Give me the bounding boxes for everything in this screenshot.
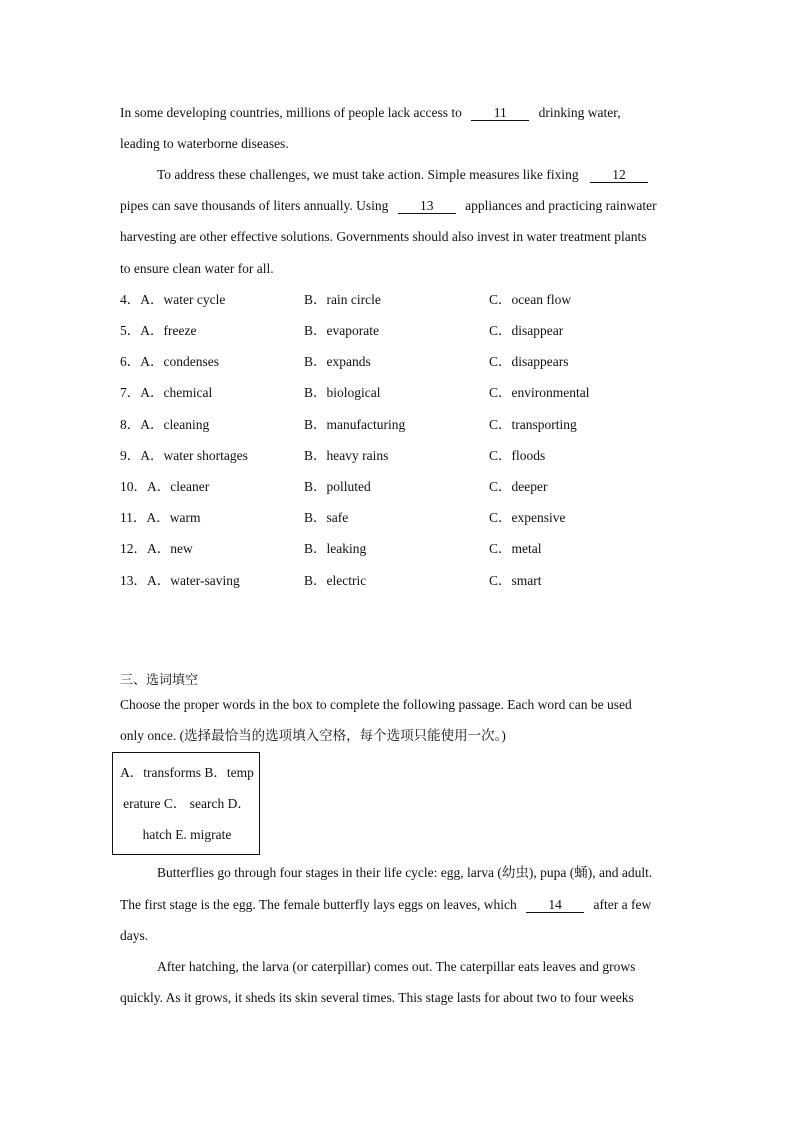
option-a[interactable]: 4．A．water cycle [120,292,226,307]
word-box-line: hatch E. migrate [142,827,232,842]
blank-11[interactable]: 11 [471,105,529,121]
text: after a few [593,897,652,912]
option-b[interactable]: B．evaporate [304,323,379,338]
instruction-line: Choose the proper words in the box to complete the following passage. Each word can be used [120,697,632,712]
blank-14[interactable]: 14 [526,897,584,913]
option-c[interactable]: C．metal [489,541,542,556]
option-b[interactable]: B．manufacturing [304,417,406,432]
blank-13[interactable]: 13 [398,198,456,214]
option-a[interactable]: 9．A．water shortages [120,448,248,463]
question-row [120,291,680,309]
option-b[interactable]: B．rain circle [304,292,381,307]
word-box [112,752,260,855]
question-row [120,353,680,371]
passage-line [120,104,621,122]
text: pipes can save thousands of liters annually. Using [120,198,389,213]
passage-line [157,166,648,184]
text: In some developing countries, millions of people lack access to [120,105,462,120]
option-a[interactable]: 12．A．new [120,541,193,556]
text: appliances and practicing rainwater [465,198,657,213]
option-c[interactable]: C．deeper [489,479,548,494]
option-b[interactable]: B．expands [304,354,371,369]
option-b[interactable]: B．polluted [304,479,371,494]
question-row [120,322,680,340]
option-a[interactable]: 6．A．condenses [120,354,219,369]
question-row [120,416,680,434]
passage-line: leading to waterborne diseases. [120,136,289,151]
passage-line: harvesting are other effective solutions. Governments should also invest in water treatment plants [120,229,647,244]
question-row [120,447,680,465]
blank-12[interactable]: 12 [590,167,648,183]
section-title: 三、选词填空 [120,673,199,688]
passage-line: After hatching, the larva (or caterpillar) comes out. The caterpillar eats leaves and grows [157,959,636,974]
word-box-line: A．transforms B．temp [120,765,254,780]
passage-line: quickly. As it grows, it sheds its skin several times. This stage lasts for about two to four weeks [120,990,634,1005]
option-c[interactable]: C．transporting [489,417,577,432]
passage-line: Butterflies go through four stages in their life cycle: egg, larva (幼虫), pupa (蛹), and adult. [157,865,653,880]
option-a[interactable]: 5．A．freeze [120,323,197,338]
passage-line [120,896,651,914]
option-a[interactable]: 8．A．cleaning [120,417,210,432]
word-box-line: erature C． search D． [123,796,251,811]
option-a[interactable]: 10．A．cleaner [120,479,210,494]
instruction-line: only once. (选择最恰当的选项填入空格，每个选项只能使用一次。) [120,728,506,743]
option-c[interactable]: C．floods [489,448,546,463]
text: drinking water, [538,105,621,120]
option-b[interactable]: B．heavy rains [304,448,389,463]
passage-line: days. [120,928,149,943]
option-c[interactable]: C．disappear [489,323,564,338]
text: The first stage is the egg. The female butterfly lays eggs on leaves, which [120,897,517,912]
option-b[interactable]: B．safe [304,510,349,525]
question-row [120,540,680,558]
option-b[interactable]: B．electric [304,573,367,588]
option-a[interactable]: 7．A．chemical [120,385,213,400]
option-b[interactable]: B．leaking [304,541,367,556]
question-row [120,384,680,402]
passage-line: to ensure clean water for all. [120,261,274,276]
text: To address these challenges, we must take action. Simple measures like fixing [157,167,579,182]
option-c[interactable]: C．environmental [489,385,590,400]
question-row [120,478,680,496]
question-row [120,572,680,590]
option-c[interactable]: C．disappears [489,354,569,369]
option-a[interactable]: 13．A．water-saving [120,573,240,588]
question-row [120,509,680,527]
passage-line [120,197,657,215]
option-c[interactable]: C．smart [489,573,542,588]
option-c[interactable]: C．expensive [489,510,566,525]
option-c[interactable]: C．ocean flow [489,292,572,307]
option-b[interactable]: B．biological [304,385,381,400]
option-a[interactable]: 11．A．warm [120,510,201,525]
